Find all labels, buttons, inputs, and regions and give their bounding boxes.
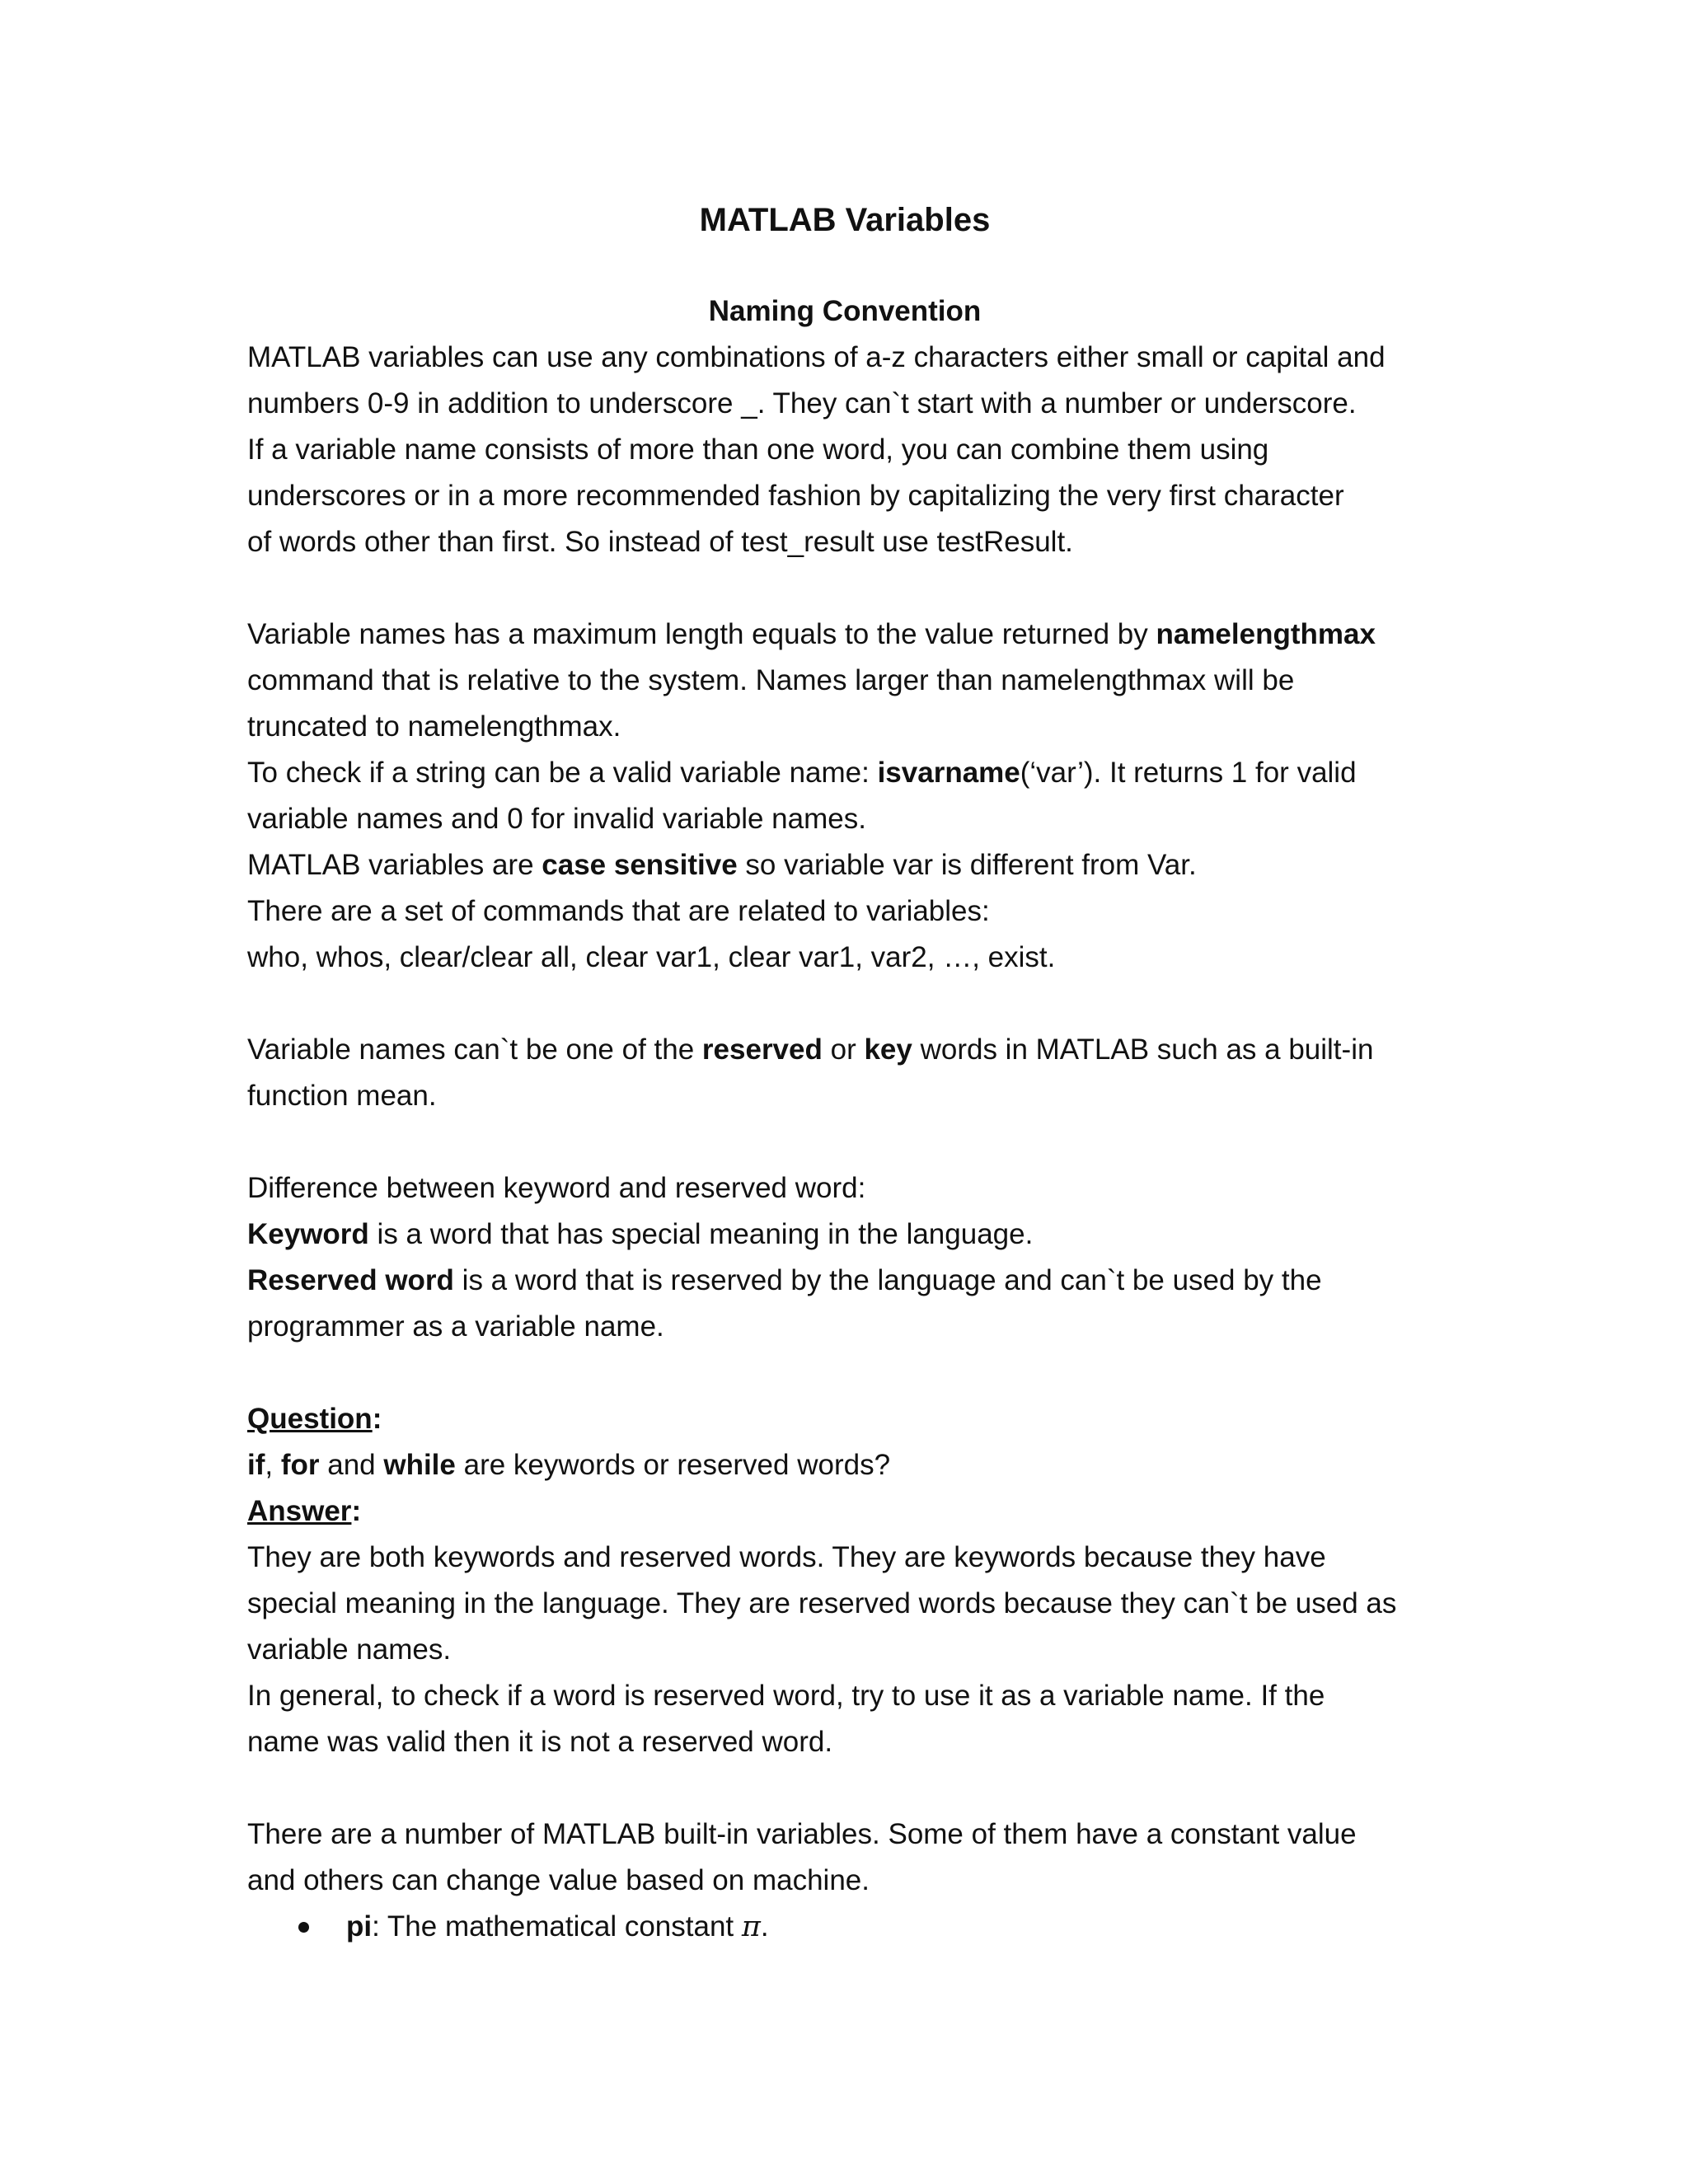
pi-symbol: π bbox=[741, 1910, 761, 1943]
text-line: numbers 0-9 in addition to underscore _. They can`t start with a number or underscore. bbox=[247, 387, 1357, 419]
bold-term: for bbox=[280, 1449, 320, 1481]
text-span: or bbox=[822, 1033, 865, 1066]
colon: : bbox=[351, 1495, 362, 1527]
text-line bbox=[247, 1027, 1442, 1073]
paragraph-gap bbox=[247, 1350, 1442, 1396]
text-span: To check if a string can be a valid variable name: bbox=[247, 757, 878, 789]
text-line: function mean. bbox=[247, 1080, 437, 1112]
bold-term: Reserved word bbox=[247, 1264, 454, 1296]
text-span: Variable names has a maximum length equals to the value returned by bbox=[247, 618, 1156, 650]
text-line bbox=[247, 1258, 1442, 1304]
text-span: (‘var’). It returns 1 for valid bbox=[1020, 757, 1357, 789]
text-line: command that is relative to the system. Names larger than namelengthmax will be bbox=[247, 664, 1295, 696]
text-line: MATLAB variables can use any combinations of a-z characters either small or capital and bbox=[247, 341, 1386, 373]
bold-term: Keyword bbox=[247, 1218, 369, 1250]
document-content bbox=[247, 196, 1442, 1950]
text-line: Difference between keyword and reserved word: bbox=[247, 1172, 866, 1204]
text-span: : The mathematical constant bbox=[372, 1910, 742, 1943]
bold-term: namelengthmax bbox=[1156, 618, 1376, 650]
answer-label: Answer bbox=[247, 1495, 352, 1527]
text-line: underscores or in a more recommended fashion by capitalizing the very first character bbox=[247, 480, 1344, 512]
text-span: Variable names can`t be one of the bbox=[247, 1033, 702, 1066]
answer-heading bbox=[247, 1488, 1442, 1535]
builtin-paragraph bbox=[247, 1811, 1442, 1950]
paragraph-gap bbox=[247, 1765, 1442, 1811]
text-line: programmer as a variable name. bbox=[247, 1310, 664, 1343]
question-label: Question bbox=[247, 1403, 373, 1435]
bold-term: while bbox=[383, 1449, 456, 1481]
question-text bbox=[247, 1442, 1442, 1488]
naming-paragraph bbox=[247, 335, 1442, 565]
text-line: name was valid then it is not a reserved word. bbox=[247, 1726, 833, 1758]
text-span: words in MATLAB such as a built-in bbox=[912, 1033, 1374, 1066]
length-paragraph bbox=[247, 612, 1442, 981]
text-line: variable names. bbox=[247, 1633, 452, 1666]
text-line bbox=[247, 750, 1442, 796]
text-span: . bbox=[760, 1910, 769, 1943]
text-line: and others can change value based on machine. bbox=[247, 1864, 870, 1896]
qa-section bbox=[247, 1396, 1442, 1765]
text-span: MATLAB variables are bbox=[247, 849, 542, 881]
list-item bbox=[247, 1904, 1442, 1950]
text-span: are keywords or reserved words? bbox=[455, 1449, 891, 1481]
question-heading bbox=[247, 1396, 1442, 1442]
text-line: who, whos, clear/clear all, clear var1, clear var1, var2, …, exist. bbox=[247, 941, 1056, 973]
colon: : bbox=[372, 1403, 382, 1435]
text-line: There are a set of commands that are related to variables: bbox=[247, 895, 990, 927]
text-span: so variable var is different from Var. bbox=[737, 849, 1197, 881]
bold-term: pi bbox=[346, 1910, 373, 1943]
paragraph-gap bbox=[247, 565, 1442, 612]
text-line bbox=[247, 612, 1442, 658]
text-line: There are a number of MATLAB built-in variables. Some of them have a constant value bbox=[247, 1818, 1357, 1850]
paragraph-gap bbox=[247, 981, 1442, 1027]
text-line: of words other than first. So instead of test_result use testResult. bbox=[247, 526, 1073, 558]
difference-paragraph bbox=[247, 1165, 1442, 1350]
bold-term: isvarname bbox=[877, 757, 1020, 789]
text-line: In general, to check if a word is reserved word, try to use it as a variable name. If the bbox=[247, 1680, 1325, 1712]
text-line: truncated to namelengthmax. bbox=[247, 710, 621, 743]
text-line: If a variable name consists of more than one word, you can combine them using bbox=[247, 434, 1269, 466]
text-line: They are both keywords and reserved words. They are keywords because they have bbox=[247, 1541, 1326, 1573]
section-heading: Naming Convention bbox=[708, 295, 982, 327]
bold-term: key bbox=[864, 1033, 912, 1066]
paragraph-gap bbox=[247, 1119, 1442, 1165]
reserved-paragraph bbox=[247, 1027, 1442, 1119]
text-span: is a word that is reserved by the language and can`t be used by the bbox=[453, 1264, 1322, 1296]
text-line bbox=[247, 842, 1442, 888]
text-line: variable names and 0 for invalid variable names. bbox=[247, 803, 866, 835]
bullet-icon bbox=[298, 1922, 309, 1933]
text-span: is a word that has special meaning in the language. bbox=[368, 1218, 1034, 1250]
text-span: , bbox=[265, 1449, 281, 1481]
page-title: MATLAB Variables bbox=[699, 202, 991, 238]
bold-term: case sensitive bbox=[542, 849, 738, 881]
text-line bbox=[247, 1212, 1442, 1258]
bold-term: if bbox=[247, 1449, 265, 1481]
text-span: and bbox=[319, 1449, 384, 1481]
text-line: special meaning in the language. They are reserved words because they can`t be used as bbox=[247, 1587, 1397, 1619]
bold-term: reserved bbox=[701, 1033, 823, 1066]
